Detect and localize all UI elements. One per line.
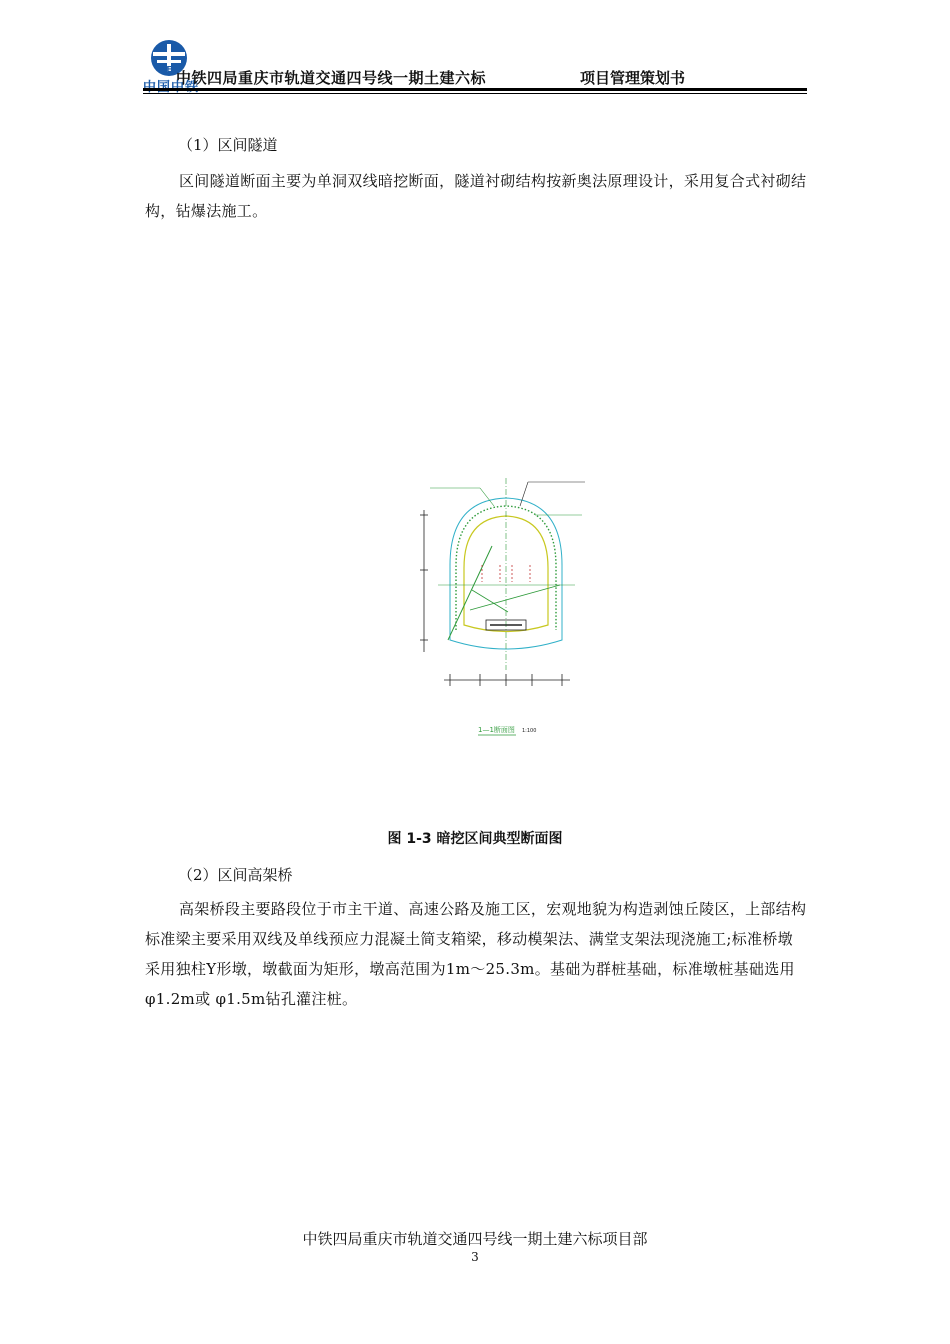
- figure-caption: 图 1-3 暗挖区间典型断面图: [387, 831, 563, 847]
- drawing-label: 1—1断面图: [478, 726, 515, 734]
- section-body-bridge: 高架桥段主要路段位于市主干道、高速公路及施工区，宏观地貌为构造剥蚀丘陵区，上部结构标准梁主要采用双线及单线预应力混凝土简支箱梁，移动模架法、满堂支架法现浇施工;标准桥墩采用独柱Y形墩，墩截面为矩形，墩高范围为1m～25.3m。基础为群桩基础，标准墩桩基础选用 φ1.2m或 φ1.5m钻孔灌注桩。: [145, 900, 807, 1008]
- drawing-scale: 1:100: [522, 728, 537, 734]
- header-rule-thick: [143, 88, 807, 91]
- header-title: 中铁四局重庆市轨道交通四号线一期土建六标: [176, 69, 487, 87]
- page-footer: 中铁四局重庆市轨道交通四号线一期土建六标项目部: [302, 1230, 648, 1248]
- header-rule-thin: [143, 93, 807, 94]
- header-document-name: 项目管理策划书: [580, 69, 686, 87]
- section-heading-tunnel: （1）区间隧道: [178, 136, 278, 154]
- section-heading-bridge: （2）区间高架桥: [178, 866, 293, 884]
- section-body-tunnel: 区间隧道断面主要为单洞双线暗挖断面，隧道衬砌结构按新奥法原理设计，采用复合式衬砌结构，钻爆法施工。: [145, 172, 807, 220]
- page-header: [143, 36, 807, 96]
- tunnel-section-drawing: [410, 470, 600, 745]
- logo-letters: REC: [160, 65, 178, 74]
- page-number: 3: [471, 1250, 479, 1264]
